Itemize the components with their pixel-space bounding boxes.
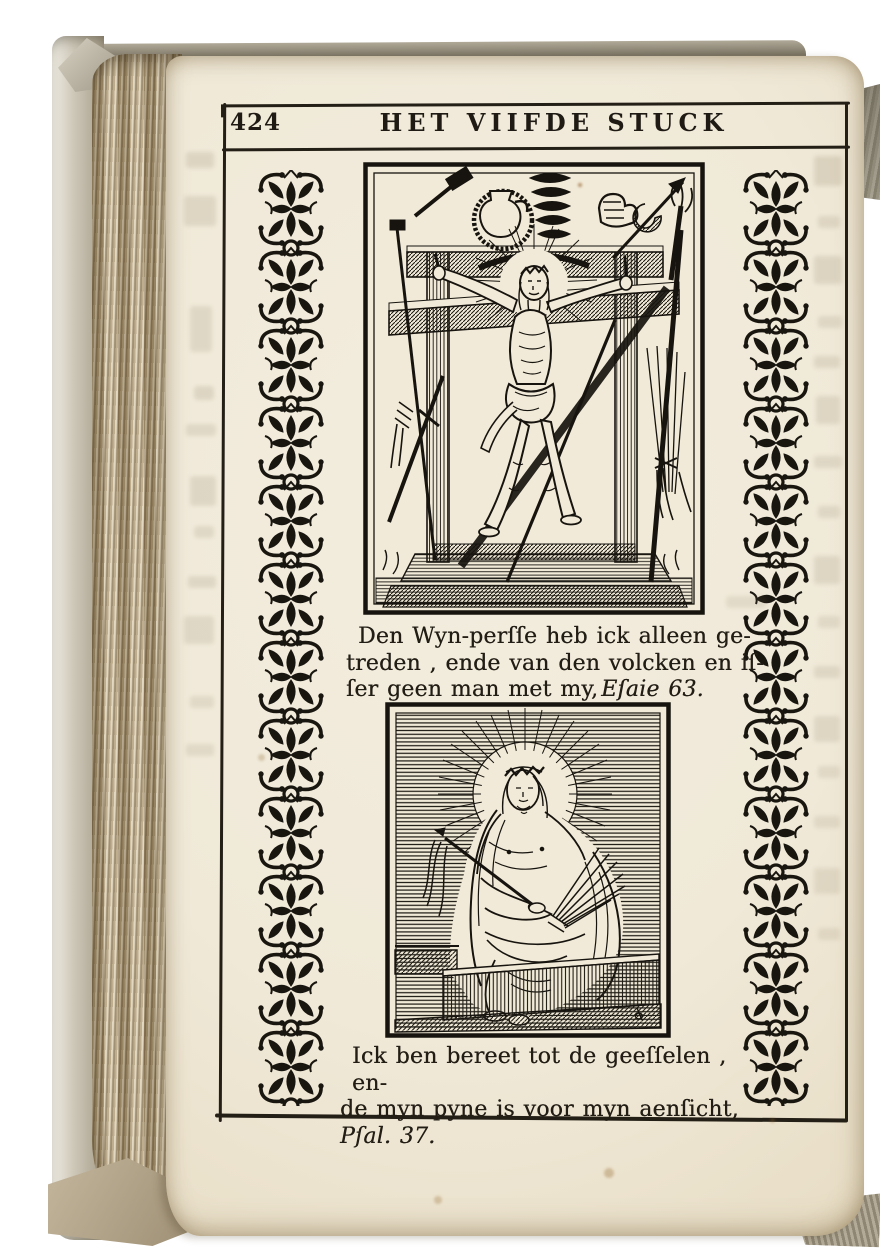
woodcut-christ-man-of-sorrows: [385, 702, 671, 1038]
showthrough-smudge: [814, 356, 840, 368]
foxing-stain: [434, 1196, 442, 1204]
page-number: 424: [230, 109, 282, 136]
woodcut-caption-1: [346, 624, 766, 704]
foxing-stain: [770, 1118, 775, 1123]
showthrough-smudge: [814, 716, 840, 742]
scripture-reference: Eſaie 63.: [601, 677, 704, 702]
scripture-reference: Pſal. 37.: [340, 1123, 436, 1149]
showthrough-smudge: [184, 616, 214, 644]
showthrough-smudge: [726, 596, 766, 608]
foxing-stain: [604, 1168, 614, 1178]
book-page: [166, 56, 864, 1236]
showthrough-smudge: [190, 696, 214, 708]
showthrough-smudge: [814, 256, 842, 284]
caption-line: de myn pyne is voor myn aenſicht,: [340, 1097, 739, 1122]
fleuron-border-left: [255, 170, 327, 1106]
frame-rule-under-header: [222, 146, 850, 152]
showthrough-smudge: [188, 576, 216, 588]
foxing-stain: [258, 754, 265, 761]
caption-line: Ick ben bereet tot de geeſſelen , en-: [352, 1044, 727, 1096]
showthrough-smudge: [814, 456, 842, 468]
showthrough-smudge: [184, 196, 216, 226]
page-title: HET VIIFDE STUCK: [379, 108, 729, 137]
showthrough-smudge: [190, 306, 212, 352]
showthrough-smudge: [818, 216, 840, 228]
caption-line: ſer geen man met my, Eſaie 63.: [346, 677, 704, 702]
showthrough-smudge: [186, 744, 214, 756]
frame-rule-right: [845, 103, 848, 1122]
showthrough-smudge: [186, 152, 214, 168]
showthrough-smudge: [814, 556, 840, 584]
caption-line: Den Wyn-perſſe heb ick alleen ge-: [358, 624, 751, 649]
showthrough-smudge: [818, 766, 840, 778]
showthrough-smudge: [194, 526, 214, 538]
caption-line: treden , ende van den volcken en iſ-: [346, 650, 764, 676]
frame-rule-top: [222, 102, 850, 108]
foxing-stain: [578, 183, 582, 187]
showthrough-smudge: [194, 386, 214, 400]
frame-rule-left: [219, 103, 226, 1122]
showthrough-smudge: [814, 816, 840, 828]
showthrough-smudge: [818, 316, 842, 328]
showthrough-smudge: [818, 616, 840, 628]
caption-line: [340, 1124, 760, 1151]
woodcut-caption-2: [340, 1044, 760, 1150]
showthrough-smudge: [816, 396, 840, 424]
showthrough-smudge: [814, 666, 840, 678]
showthrough-smudge: [190, 476, 216, 506]
running-head: [222, 108, 850, 144]
showthrough-smudge: [814, 156, 842, 186]
showthrough-smudge: [818, 928, 840, 940]
showthrough-smudge: [818, 506, 840, 518]
woodcut-christ-in-winepress: [363, 162, 705, 615]
showthrough-smudge: [814, 868, 840, 894]
showthrough-smudge: [186, 424, 216, 436]
